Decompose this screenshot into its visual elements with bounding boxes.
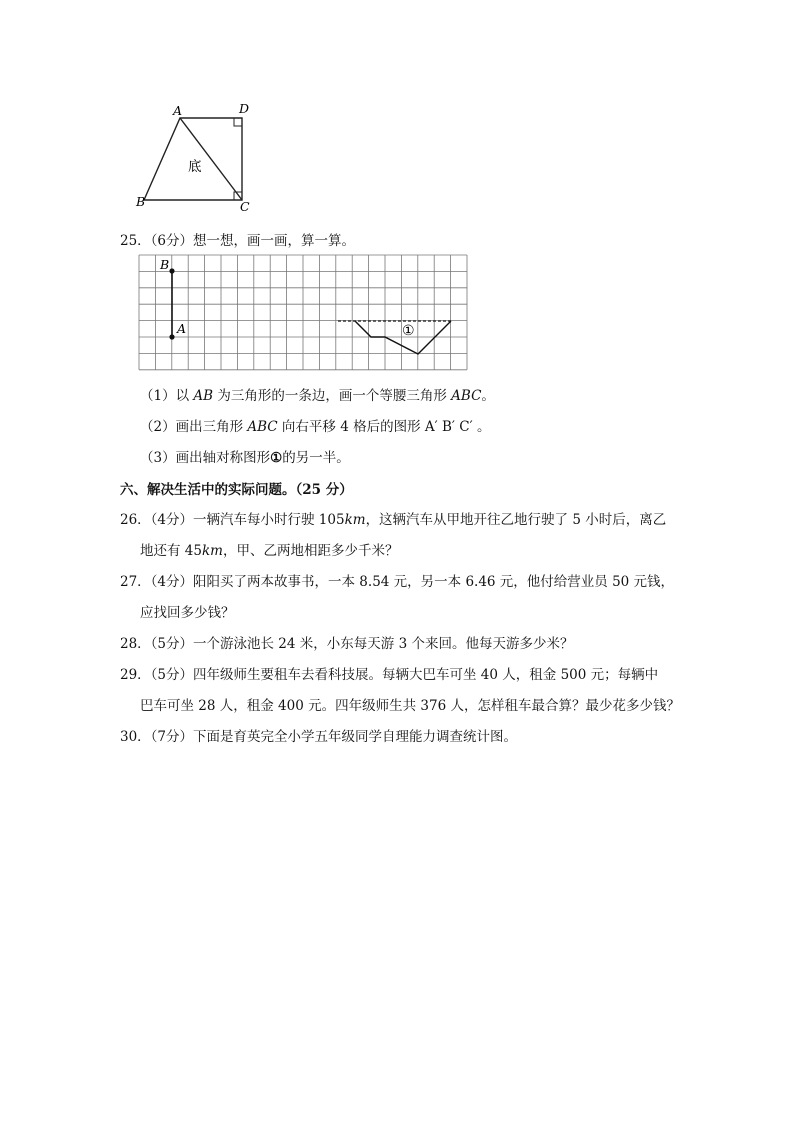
q29-line1: 29．（5分）四年级师生要租车去看科技展。每辆大巴车可坐 40 人，租金 500 元；每辆中: [120, 667, 659, 683]
trapezoid-figure: [130, 98, 260, 216]
section-6-title: 六、解决生活中的实际问题。（25 分）: [120, 482, 353, 498]
q30-line1: 30．（7分）下面是育英完全小学五年级同学自理能力调查统计图。: [120, 729, 518, 745]
q29-line2: 巴车可坐 28 人，租金 400 元。四年级师生共 376 人，怎样租车最合算？最少花多少钱？: [140, 698, 680, 714]
q27-line1: 27．（4分）阳阳买了两本故事书，一本 8.54 元，另一本 6.46 元，他付给营业员 50 元钱，: [120, 574, 675, 590]
q25-sub2: （2）画出三角形 ABC 向右平移 4 格后的图形 A′ B′ C′ 。: [140, 419, 491, 435]
q25-title: 25．（6分）想一想，画一画，算一算。: [120, 233, 356, 249]
q28-line1: 28．（5分）一个游泳池长 24 米，小东每天游 3 个来回。他每天游多少米？: [120, 636, 574, 652]
grid-label-b: B: [160, 257, 170, 272]
q27-line2: 应找回多少钱？: [140, 605, 235, 621]
q26-line2: 地还有 45km，甲、乙两地相距多少千米？: [140, 543, 399, 559]
circle-one-label: ①: [402, 323, 415, 339]
label-c: C: [240, 199, 250, 214]
label-b: B: [136, 194, 146, 209]
label-a: A: [173, 103, 183, 118]
q25-sub3: （3）画出轴对称图形①的另一半。: [140, 450, 350, 466]
q25-sub1: （1）以 AB 为三角形的一条边，画一个等腰三角形 ABC。: [140, 388, 495, 404]
grid-figure: [138, 254, 470, 372]
grid-label-a: A: [177, 321, 187, 336]
label-d: D: [239, 101, 250, 116]
q26-line1: 26．（4分）一辆汽车每小时行驶 105km，这辆汽车从甲地开往乙地行驶了 5 小时后，离乙: [120, 512, 667, 528]
base-label: 底: [188, 159, 202, 175]
